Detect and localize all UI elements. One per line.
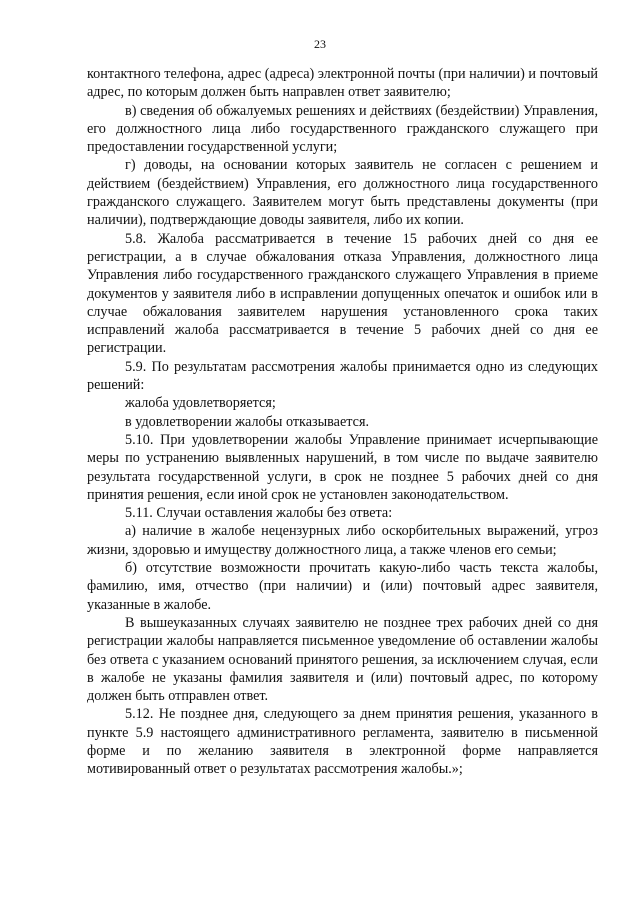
paragraph-item-g: г) доводы, на основании которых заявитель не согласен с решением и действием (бездействием) Управления, его должностного лица государственного гражданского служащего. Заявителем могут быть представлены документы (при наличии), подтверждающие доводы заявителя, либо их копии.	[87, 157, 598, 229]
paragraph-item-b: б) отсутствие возможности прочитать какую-либо часть текста жалобы, фамилию, имя, отчество (при наличии) и (или) почтовый адрес заявителя, указанные в жалобе.	[87, 560, 598, 613]
paragraph-item-v: в) сведения об обжалуемых решениях и действиях (бездействии) Управления, его должностного лица либо государственного гражданского служащего при предоставлении государственной услуги;	[87, 102, 598, 156]
paragraph-5-10: 5.10. При удовлетворении жалобы Управление принимает исчерпывающие меры по устранению выявленных нарушений, в том числе по выдаче заявителю результата государственной услуги, в срок не позднее 5 рабочих дней со дня принятия решения, если иной срок не установлен законодательством.	[87, 431, 598, 503]
paragraph-decision-satisfied: жалоба удовлетворяется;	[125, 395, 276, 412]
paragraph-decision-refused: в удовлетворении жалобы отказывается.	[125, 413, 370, 430]
paragraph-notification: В вышеуказанных случаях заявителю не позднее трех рабочих дней со дня регистрации жалобы направляется письменное уведомление об оставлении жалобы без ответа с указанием оснований принятого решения, за исключением случая, если в жалобе не указаны фамилия заявителя и (или) почтовый адрес, по которому должен быть отправлен ответ.	[87, 614, 598, 705]
paragraph-5-9: 5.9. По результатам рассмотрения жалобы принимается одно из следующих решений:	[87, 358, 598, 394]
document-body	[87, 65, 598, 779]
paragraph-5-8: 5.8. Жалоба рассматривается в течение 15 рабочих дней со дня ее регистрации, а в случае обжалования отказа Управления, должностного лица Управления либо государственного гражданского служащего Управления в приеме документов у заявителя либо в исправлении допущенных опечаток и ошибок или в случае обжалования заявителем нарушения установленного срока таких исправлений жалоба рассматривается в течение 5 рабочих дней со дня ее регистрации.	[87, 230, 598, 357]
page-number: 23	[314, 37, 326, 51]
paragraph-item-a: а) наличие в жалобе нецензурных либо оскорбительных выражений, угроз жизни, здоровью и имуществу должностного лица, а также членов его семьи;	[87, 523, 598, 558]
paragraph-5-12: 5.12. Не позднее дня, следующего за днем принятия решения, указанного в пункте 5.9 настоящего административного регламента, заявителю в письменной форме и по желанию заявителя в электронной форме направляется мотивированный ответ о результатах рассмотрения жалобы.»;	[87, 706, 598, 778]
paragraph-5-11: 5.11. Случаи оставления жалобы без ответа:	[125, 505, 393, 522]
paragraph-continuation: контактного телефона, адрес (адреса) электронной почты (при наличии) и почтовый адрес, по которым должен быть направлен ответ заявителю;	[87, 66, 598, 101]
